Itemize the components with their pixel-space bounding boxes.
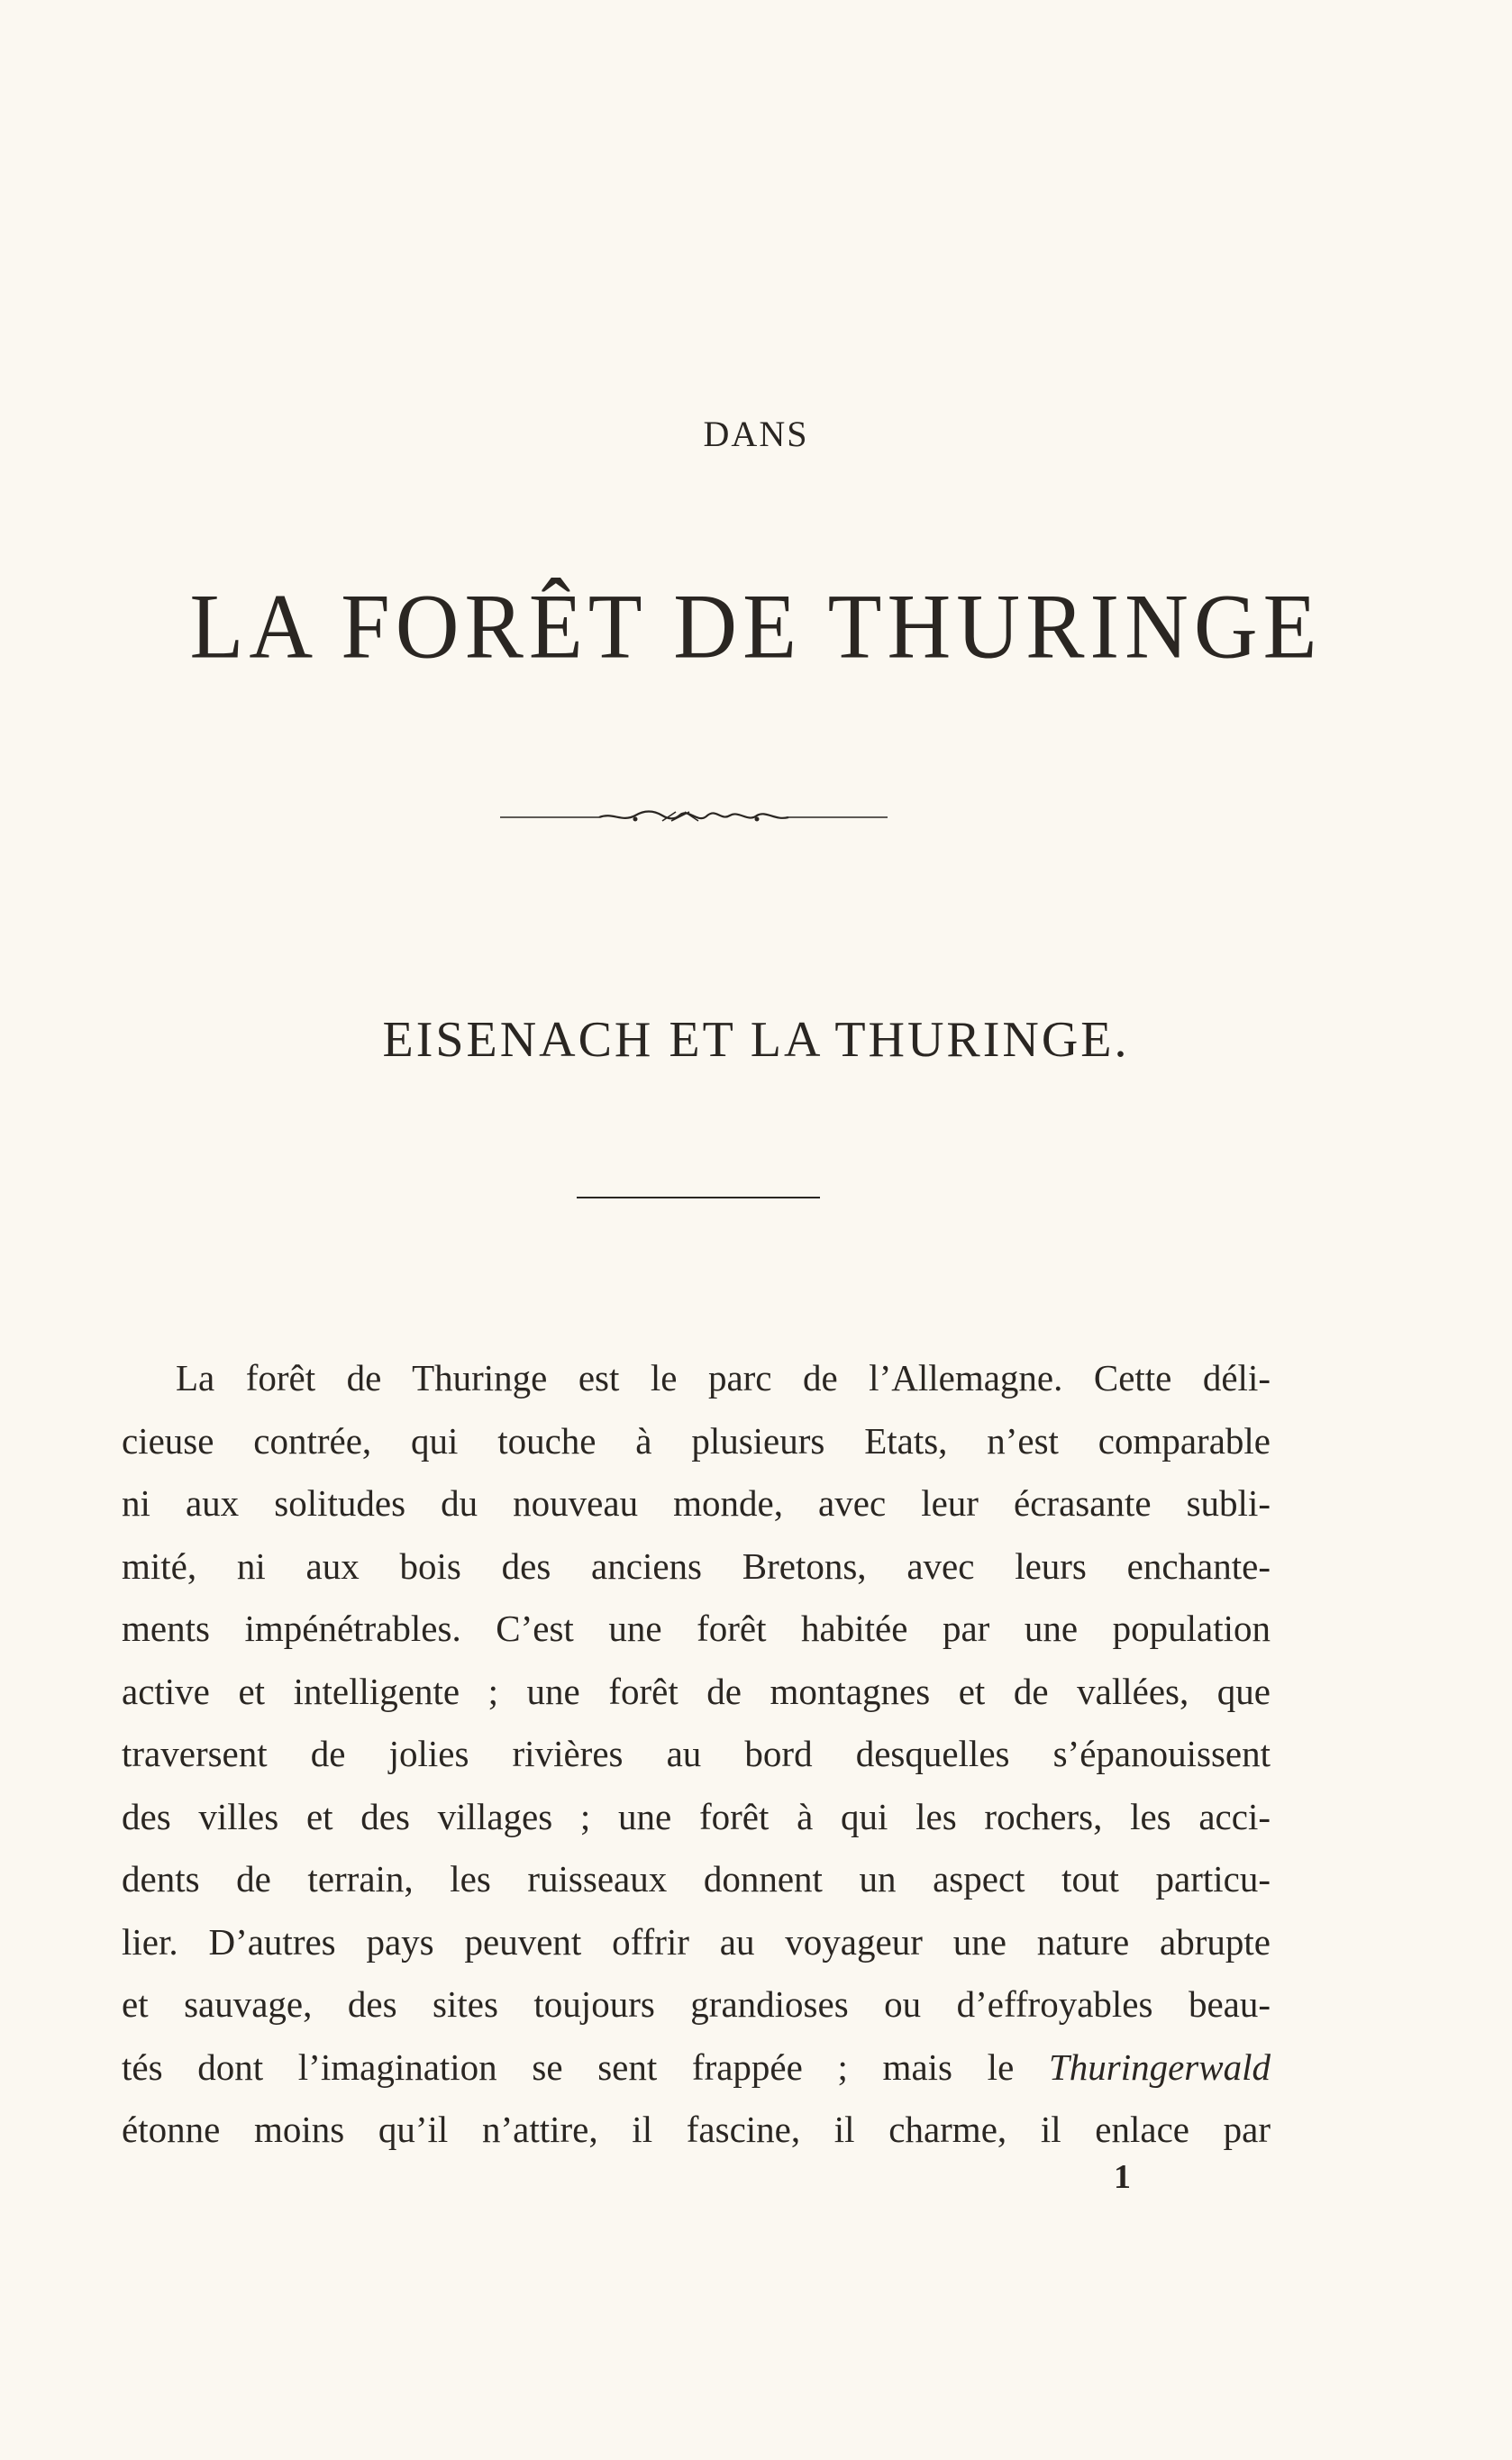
text-line: cieuse contrée, qui touche à plusieurs Etats, n’est comparable: [122, 1419, 1271, 1462]
text-line: ni aux solitudes du nouveau monde, avec leur écrasante subli-: [122, 1482, 1271, 1524]
text-line: La forêt de Thuringe est le parc de l’Allemagne. Cette déli-: [176, 1357, 1271, 1399]
text-line: traversent de jolies rivières au bord desquelles s’épanouissent: [122, 1733, 1271, 1774]
text-line-with-italic: [122, 2036, 1271, 2100]
text-line: lier. D’autres pays peuvent offrir au voyageur une nature abrupte: [122, 1920, 1271, 1963]
ornament-divider-icon: [500, 799, 888, 835]
pre-title: DANS: [703, 414, 809, 454]
text-line: dents de terrain, les ruisseaux donnent un aspect tout particu-: [122, 1858, 1271, 1900]
italic-term: Thuringerwald: [1048, 2045, 1271, 2088]
text-line: mité, ni aux bois des anciens Bretons, avec leurs enchante-: [122, 1544, 1271, 1587]
section-rule: [577, 1197, 820, 1198]
text-line: ments impénétrables. C’est une forêt habitée par une population: [122, 1608, 1271, 1649]
text-line: et sauvage, des sites toujours grandioses ou d’effroyables beau-: [122, 1983, 1271, 2025]
body-paragraph: [122, 1347, 1271, 2162]
text-segment: tés dont l’imagination se sent frappée ; mais le: [122, 2045, 1015, 2088]
page-title: LA FORÊT DE THURINGE: [189, 576, 1323, 679]
text-line: active et intelligente ; une forêt de montagnes et de vallées, que: [122, 1670, 1271, 1712]
section-title: EISENACH ET LA THURINGE.: [382, 1012, 1130, 1068]
text-line: des villes et des villages ; une forêt à qui les rochers, les acci-: [122, 1795, 1271, 1837]
page-number: 1: [1114, 2158, 1131, 2196]
text-line: étonne moins qu’il n’attire, il fascine, il charme, il enlace par: [122, 2109, 1271, 2150]
